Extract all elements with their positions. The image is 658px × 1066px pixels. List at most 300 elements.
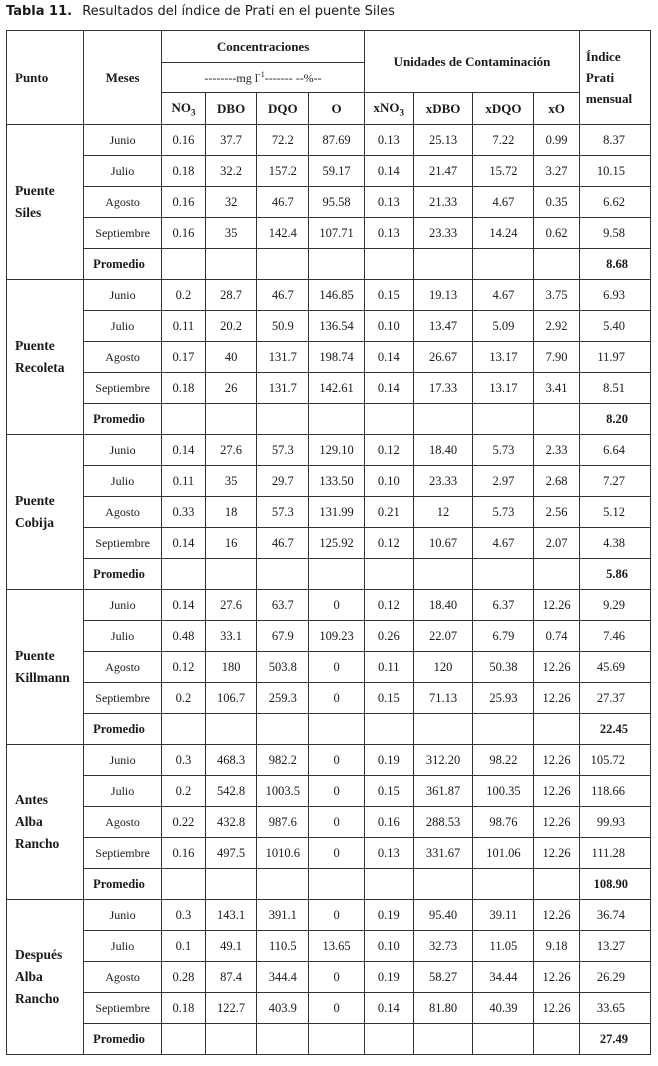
prati-index-cell: 105.72: [579, 745, 650, 776]
value-cell: 0.11: [162, 311, 206, 342]
empty-cell: [257, 1024, 309, 1055]
value-cell: 259.3: [257, 683, 309, 714]
value-cell: 0.19: [364, 900, 413, 931]
month-cell: Agosto: [84, 962, 162, 993]
value-cell: 37.7: [205, 125, 257, 156]
value-cell: 98.22: [473, 745, 534, 776]
prati-index-cell: 27.37: [579, 683, 650, 714]
value-cell: 26.67: [413, 342, 473, 373]
prati-index-cell: 8.51: [579, 373, 650, 404]
value-cell: 63.7: [257, 590, 309, 621]
value-cell: 4.67: [473, 528, 534, 559]
punto-label-line: Antes: [15, 792, 48, 807]
value-cell: 29.7: [257, 466, 309, 497]
value-cell: 72.2: [257, 125, 309, 156]
value-cell: 14.24: [473, 218, 534, 249]
header-indice-line2: Prati: [585, 70, 615, 85]
empty-cell: [534, 249, 580, 280]
table-row: [7, 528, 651, 559]
table-row: [7, 466, 651, 497]
empty-cell: [473, 404, 534, 435]
empty-cell: [205, 869, 257, 900]
empty-cell: [162, 404, 206, 435]
punto-label-line: Siles: [15, 205, 42, 220]
value-cell: 58.27: [413, 962, 473, 993]
empty-cell: [364, 249, 413, 280]
prati-index-cell: 111.28: [579, 838, 650, 869]
value-cell: 0.26: [364, 621, 413, 652]
empty-cell: [309, 1024, 365, 1055]
promedio-row: [7, 714, 651, 745]
empty-cell: [205, 714, 257, 745]
promedio-row: [7, 559, 651, 590]
empty-cell: [257, 869, 309, 900]
punto-label-line: Recoleta: [15, 360, 65, 375]
value-cell: 18.40: [413, 435, 473, 466]
value-cell: 0.18: [162, 373, 206, 404]
value-cell: 5.73: [473, 435, 534, 466]
empty-cell: [534, 714, 580, 745]
value-cell: 133.50: [309, 466, 365, 497]
value-cell: 0: [309, 745, 365, 776]
value-cell: 3.27: [534, 156, 580, 187]
value-cell: 0: [309, 776, 365, 807]
value-cell: 95.40: [413, 900, 473, 931]
empty-cell: [473, 714, 534, 745]
month-cell: Septiembre: [84, 373, 162, 404]
empty-cell: [534, 1024, 580, 1055]
value-cell: 0.13: [364, 125, 413, 156]
table-row: [7, 745, 651, 776]
value-cell: 0.13: [364, 218, 413, 249]
month-cell: Julio: [84, 776, 162, 807]
value-cell: 87.69: [309, 125, 365, 156]
prati-index-cell: 7.27: [579, 466, 650, 497]
table-row: [7, 125, 651, 156]
value-cell: 13.47: [413, 311, 473, 342]
value-cell: 21.33: [413, 187, 473, 218]
value-cell: 11.05: [473, 931, 534, 962]
value-cell: 0.16: [162, 838, 206, 869]
month-cell: Julio: [84, 466, 162, 497]
header-meses: Meses: [84, 31, 162, 125]
value-cell: 503.8: [257, 652, 309, 683]
prati-index-cell: 8.37: [579, 125, 650, 156]
value-cell: 57.3: [257, 497, 309, 528]
value-cell: 0.14: [162, 528, 206, 559]
value-cell: 35: [205, 218, 257, 249]
value-cell: 101.06: [473, 838, 534, 869]
empty-cell: [257, 249, 309, 280]
promedio-row: [7, 869, 651, 900]
table-row: [7, 497, 651, 528]
empty-cell: [473, 249, 534, 280]
punto-cell: [7, 745, 84, 900]
promedio-value: 27.49: [579, 1024, 650, 1055]
punto-label-line: Rancho: [15, 991, 60, 1006]
prati-index-cell: 6.93: [579, 280, 650, 311]
table-row: [7, 621, 651, 652]
value-cell: 12.26: [534, 807, 580, 838]
value-cell: 0.15: [364, 683, 413, 714]
value-cell: 122.7: [205, 993, 257, 1024]
value-cell: 6.37: [473, 590, 534, 621]
value-cell: 12.26: [534, 993, 580, 1024]
prati-index-cell: 4.38: [579, 528, 650, 559]
value-cell: 0.21: [364, 497, 413, 528]
table-row: [7, 838, 651, 869]
value-cell: 0.14: [364, 342, 413, 373]
value-cell: 13.17: [473, 373, 534, 404]
prati-index-cell: 45.69: [579, 652, 650, 683]
value-cell: 0.10: [364, 931, 413, 962]
value-cell: 98.76: [473, 807, 534, 838]
punto-cell: [7, 900, 84, 1055]
promedio-label: Promedio: [84, 714, 162, 745]
table-row: [7, 807, 651, 838]
punto-label-line: Killmann: [15, 670, 70, 685]
value-cell: 125.92: [309, 528, 365, 559]
header-indice-line1: Índice: [585, 49, 621, 64]
value-cell: 312.20: [413, 745, 473, 776]
value-cell: 95.58: [309, 187, 365, 218]
prati-index-cell: 13.27: [579, 931, 650, 962]
empty-cell: [309, 559, 365, 590]
empty-cell: [309, 404, 365, 435]
value-cell: 0: [309, 962, 365, 993]
month-cell: Junio: [84, 900, 162, 931]
value-cell: 12.26: [534, 683, 580, 714]
promedio-value: 5.86: [579, 559, 650, 590]
value-cell: 0.99: [534, 125, 580, 156]
table-row: [7, 931, 651, 962]
empty-cell: [309, 714, 365, 745]
value-cell: 49.1: [205, 931, 257, 962]
value-cell: 2.33: [534, 435, 580, 466]
value-cell: 0.19: [364, 962, 413, 993]
promedio-row: [7, 249, 651, 280]
col-header-xdqo: xDQO: [473, 93, 534, 125]
table-row: [7, 776, 651, 807]
empty-cell: [309, 869, 365, 900]
col-header-xdbo: xDBO: [413, 93, 473, 125]
value-cell: 0.14: [364, 373, 413, 404]
month-cell: Julio: [84, 621, 162, 652]
value-cell: 25.13: [413, 125, 473, 156]
empty-cell: [205, 249, 257, 280]
value-cell: 0.15: [364, 280, 413, 311]
value-cell: 0: [309, 838, 365, 869]
punto-label-line: Puente: [15, 493, 55, 508]
col-header-dqo: DQO: [257, 93, 309, 125]
value-cell: 21.47: [413, 156, 473, 187]
value-cell: 542.8: [205, 776, 257, 807]
header-concentraciones: Concentraciones: [162, 31, 365, 63]
month-cell: Junio: [84, 745, 162, 776]
value-cell: 57.3: [257, 435, 309, 466]
empty-cell: [205, 559, 257, 590]
value-cell: 106.7: [205, 683, 257, 714]
punto-label-line: Puente: [15, 648, 55, 663]
value-cell: 0: [309, 590, 365, 621]
value-cell: 12.26: [534, 745, 580, 776]
value-cell: 288.53: [413, 807, 473, 838]
table-caption: [6, 4, 395, 19]
value-cell: 3.41: [534, 373, 580, 404]
promedio-label: Promedio: [84, 249, 162, 280]
month-cell: Julio: [84, 311, 162, 342]
value-cell: 198.74: [309, 342, 365, 373]
value-cell: 0.19: [364, 745, 413, 776]
prati-index-cell: 33.65: [579, 993, 650, 1024]
empty-cell: [162, 714, 206, 745]
promedio-value: 108.90: [579, 869, 650, 900]
value-cell: 107.71: [309, 218, 365, 249]
value-cell: 403.9: [257, 993, 309, 1024]
value-cell: 0.14: [162, 435, 206, 466]
value-cell: 0.33: [162, 497, 206, 528]
prati-index-cell: 11.97: [579, 342, 650, 373]
month-cell: Septiembre: [84, 683, 162, 714]
value-cell: 0.22: [162, 807, 206, 838]
empty-cell: [413, 714, 473, 745]
value-cell: 40.39: [473, 993, 534, 1024]
value-cell: 0.2: [162, 683, 206, 714]
punto-cell: [7, 590, 84, 745]
punto-label-line: Alba: [15, 814, 43, 829]
value-cell: 468.3: [205, 745, 257, 776]
value-cell: 0.14: [364, 156, 413, 187]
value-cell: 0.48: [162, 621, 206, 652]
value-cell: 34.44: [473, 962, 534, 993]
empty-cell: [257, 404, 309, 435]
promedio-value: 22.45: [579, 714, 650, 745]
value-cell: 0.15: [364, 776, 413, 807]
value-cell: 2.97: [473, 466, 534, 497]
value-cell: 12.26: [534, 838, 580, 869]
value-cell: 157.2: [257, 156, 309, 187]
month-cell: Agosto: [84, 187, 162, 218]
punto-cell: [7, 125, 84, 280]
value-cell: 432.8: [205, 807, 257, 838]
value-cell: 12.26: [534, 962, 580, 993]
value-cell: 59.17: [309, 156, 365, 187]
empty-cell: [413, 249, 473, 280]
value-cell: 2.07: [534, 528, 580, 559]
value-cell: 10.67: [413, 528, 473, 559]
value-cell: 0.11: [162, 466, 206, 497]
value-cell: 23.33: [413, 218, 473, 249]
value-cell: 0.12: [364, 528, 413, 559]
units-mg: --------mg l: [204, 70, 259, 85]
punto-cell: [7, 280, 84, 435]
month-cell: Julio: [84, 156, 162, 187]
value-cell: 0.16: [162, 125, 206, 156]
value-cell: 4.67: [473, 280, 534, 311]
empty-cell: [413, 869, 473, 900]
value-cell: 25.93: [473, 683, 534, 714]
value-cell: 27.6: [205, 435, 257, 466]
value-cell: 142.4: [257, 218, 309, 249]
value-cell: 0.1: [162, 931, 206, 962]
value-cell: 120: [413, 652, 473, 683]
table-row: [7, 962, 651, 993]
prati-index-cell: 7.46: [579, 621, 650, 652]
value-cell: 67.9: [257, 621, 309, 652]
table-row: [7, 280, 651, 311]
empty-cell: [473, 559, 534, 590]
value-cell: 16: [205, 528, 257, 559]
prati-index-cell: 10.15: [579, 156, 650, 187]
prati-index-cell: 9.29: [579, 590, 650, 621]
promedio-label: Promedio: [84, 1024, 162, 1055]
month-cell: Septiembre: [84, 528, 162, 559]
value-cell: 131.7: [257, 373, 309, 404]
empty-cell: [162, 1024, 206, 1055]
value-cell: 0.16: [364, 807, 413, 838]
value-cell: 0.12: [162, 652, 206, 683]
value-cell: 331.67: [413, 838, 473, 869]
value-cell: 39.11: [473, 900, 534, 931]
value-cell: 0: [309, 993, 365, 1024]
punto-label-line: Alba: [15, 969, 43, 984]
value-cell: 46.7: [257, 187, 309, 218]
month-cell: Junio: [84, 435, 162, 466]
value-cell: 23.33: [413, 466, 473, 497]
value-cell: 2.68: [534, 466, 580, 497]
value-cell: 0.13: [364, 838, 413, 869]
empty-cell: [413, 1024, 473, 1055]
value-cell: 180: [205, 652, 257, 683]
value-cell: 6.79: [473, 621, 534, 652]
table-row: [7, 373, 651, 404]
prati-index-table: [6, 30, 651, 1055]
value-cell: 2.56: [534, 497, 580, 528]
value-cell: 28.7: [205, 280, 257, 311]
value-cell: 32.2: [205, 156, 257, 187]
month-cell: Agosto: [84, 342, 162, 373]
value-cell: 71.13: [413, 683, 473, 714]
table-row: [7, 156, 651, 187]
promedio-row: [7, 1024, 651, 1055]
month-cell: Junio: [84, 590, 162, 621]
value-cell: 0.16: [162, 187, 206, 218]
month-cell: Junio: [84, 280, 162, 311]
value-cell: 0: [309, 900, 365, 931]
table-row: [7, 683, 651, 714]
value-cell: 17.33: [413, 373, 473, 404]
empty-cell: [364, 714, 413, 745]
table-row: [7, 311, 651, 342]
month-cell: Septiembre: [84, 993, 162, 1024]
caption-number: Tabla 11.: [6, 4, 73, 19]
value-cell: 0.10: [364, 311, 413, 342]
empty-cell: [364, 404, 413, 435]
value-cell: 13.65: [309, 931, 365, 962]
prati-index-cell: 99.93: [579, 807, 650, 838]
value-cell: 3.75: [534, 280, 580, 311]
empty-cell: [364, 559, 413, 590]
value-cell: 0.12: [364, 435, 413, 466]
value-cell: 0.13: [364, 187, 413, 218]
empty-cell: [413, 404, 473, 435]
value-cell: 4.67: [473, 187, 534, 218]
value-cell: 0.11: [364, 652, 413, 683]
value-cell: 0.28: [162, 962, 206, 993]
prati-index-cell: 5.12: [579, 497, 650, 528]
value-cell: 40: [205, 342, 257, 373]
value-cell: 0.12: [364, 590, 413, 621]
value-cell: 81.80: [413, 993, 473, 1024]
punto-label-line: Cobija: [15, 515, 55, 530]
value-cell: 12.26: [534, 900, 580, 931]
punto-label-line: Rancho: [15, 836, 60, 851]
empty-cell: [162, 869, 206, 900]
col-header-o: O: [309, 93, 365, 125]
value-cell: 1010.6: [257, 838, 309, 869]
value-cell: 0.62: [534, 218, 580, 249]
value-cell: 9.18: [534, 931, 580, 962]
punto-label-line: Puente: [15, 338, 55, 353]
value-cell: 0.14: [162, 590, 206, 621]
value-cell: 0: [309, 683, 365, 714]
units-exponent: -1: [258, 69, 265, 79]
month-cell: Septiembre: [84, 838, 162, 869]
value-cell: 0.3: [162, 745, 206, 776]
table-row: [7, 993, 651, 1024]
table-row: [7, 900, 651, 931]
empty-cell: [205, 1024, 257, 1055]
empty-cell: [534, 869, 580, 900]
value-cell: 12.26: [534, 590, 580, 621]
empty-cell: [534, 404, 580, 435]
value-cell: 142.61: [309, 373, 365, 404]
value-cell: 12.26: [534, 776, 580, 807]
value-cell: 109.23: [309, 621, 365, 652]
empty-cell: [413, 559, 473, 590]
empty-cell: [364, 1024, 413, 1055]
value-cell: 143.1: [205, 900, 257, 931]
value-cell: 982.2: [257, 745, 309, 776]
promedio-value: 8.20: [579, 404, 650, 435]
prati-index-cell: 9.58: [579, 218, 650, 249]
value-cell: 50.9: [257, 311, 309, 342]
value-cell: 0.17: [162, 342, 206, 373]
value-cell: 146.85: [309, 280, 365, 311]
value-cell: 50.38: [473, 652, 534, 683]
punto-label-line: Después: [15, 947, 63, 962]
punto-label-line: Puente: [15, 183, 55, 198]
table-row: [7, 342, 651, 373]
empty-cell: [364, 869, 413, 900]
value-cell: 27.6: [205, 590, 257, 621]
punto-cell: [7, 435, 84, 590]
value-cell: 0.10: [364, 466, 413, 497]
value-cell: 129.10: [309, 435, 365, 466]
value-cell: 391.1: [257, 900, 309, 931]
empty-cell: [534, 559, 580, 590]
value-cell: 32: [205, 187, 257, 218]
promedio-row: [7, 404, 651, 435]
month-cell: Agosto: [84, 807, 162, 838]
month-cell: Junio: [84, 125, 162, 156]
value-cell: 0.2: [162, 776, 206, 807]
promedio-label: Promedio: [84, 559, 162, 590]
value-cell: 131.99: [309, 497, 365, 528]
value-cell: 361.87: [413, 776, 473, 807]
value-cell: 0.18: [162, 156, 206, 187]
empty-cell: [162, 559, 206, 590]
